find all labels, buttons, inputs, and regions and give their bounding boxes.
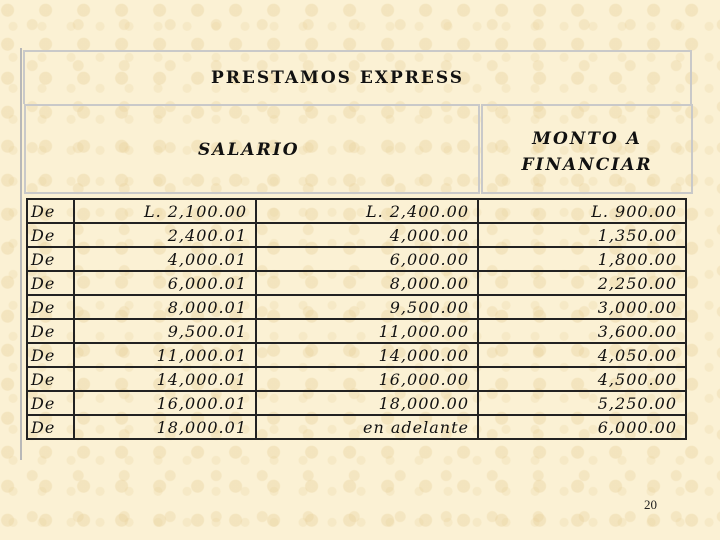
row-de-label: De <box>27 247 74 271</box>
row-de-label: De <box>27 271 74 295</box>
table-row <box>27 391 686 415</box>
monto-header-label <box>483 126 691 178</box>
row-de-label: De <box>27 295 74 319</box>
row-from-value: 6,000.01 <box>74 271 256 295</box>
row-from-value: 18,000.01 <box>74 415 256 439</box>
salario-header-label: SALARIO <box>198 140 300 160</box>
row-from-value: 16,000.01 <box>74 391 256 415</box>
monto-header-line1: MONTO A <box>532 129 642 149</box>
row-from-value: 8,000.01 <box>74 295 256 319</box>
row-amount-value: L. 900.00 <box>478 199 686 223</box>
salario-header <box>24 104 480 194</box>
row-from-value: 2,400.01 <box>74 223 256 247</box>
row-de-label: De <box>27 199 74 223</box>
row-de-label: De <box>27 391 74 415</box>
row-de-label: De <box>27 343 74 367</box>
left-rule <box>20 48 22 460</box>
slide <box>20 48 690 460</box>
loan-table <box>26 198 687 440</box>
row-to-value: en adelante <box>256 415 478 439</box>
monto-header <box>481 104 693 194</box>
row-de-label: De <box>27 223 74 247</box>
row-to-value: 18,000.00 <box>256 391 478 415</box>
row-amount-value: 2,250.00 <box>478 271 686 295</box>
page-title: PRESTAMOS EXPRESS <box>210 68 465 88</box>
table-row <box>27 367 686 391</box>
row-from-value: L. 2,100.00 <box>74 199 256 223</box>
title-box <box>23 50 692 104</box>
row-amount-value: 5,250.00 <box>478 391 686 415</box>
table-row <box>27 415 686 439</box>
row-amount-value: 3,600.00 <box>478 319 686 343</box>
row-to-value: 4,000.00 <box>256 223 478 247</box>
row-amount-value: 1,350.00 <box>478 223 686 247</box>
row-from-value: 9,500.01 <box>74 319 256 343</box>
row-de-label: De <box>27 415 74 439</box>
row-to-value: 8,000.00 <box>256 271 478 295</box>
table-row <box>27 247 686 271</box>
row-to-value: 16,000.00 <box>256 367 478 391</box>
monto-header-line2: FINANCIAR <box>521 155 653 175</box>
table-row <box>27 343 686 367</box>
row-to-value: 9,500.00 <box>256 295 478 319</box>
row-to-value: 6,000.00 <box>256 247 478 271</box>
row-amount-value: 1,800.00 <box>478 247 686 271</box>
page-number: 20 <box>644 497 657 512</box>
row-from-value: 14,000.01 <box>74 367 256 391</box>
table-row <box>27 271 686 295</box>
row-from-value: 11,000.01 <box>74 343 256 367</box>
row-to-value: L. 2,400.00 <box>256 199 478 223</box>
row-de-label: De <box>27 319 74 343</box>
loan-table-body <box>27 199 686 439</box>
row-amount-value: 4,050.00 <box>478 343 686 367</box>
row-amount-value: 4,500.00 <box>478 367 686 391</box>
row-from-value: 4,000.01 <box>74 247 256 271</box>
row-amount-value: 6,000.00 <box>478 415 686 439</box>
row-to-value: 14,000.00 <box>256 343 478 367</box>
row-to-value: 11,000.00 <box>256 319 478 343</box>
table-row <box>27 295 686 319</box>
row-amount-value: 3,000.00 <box>478 295 686 319</box>
table-row <box>27 199 686 223</box>
table-row <box>27 319 686 343</box>
row-de-label: De <box>27 367 74 391</box>
table-row <box>27 223 686 247</box>
